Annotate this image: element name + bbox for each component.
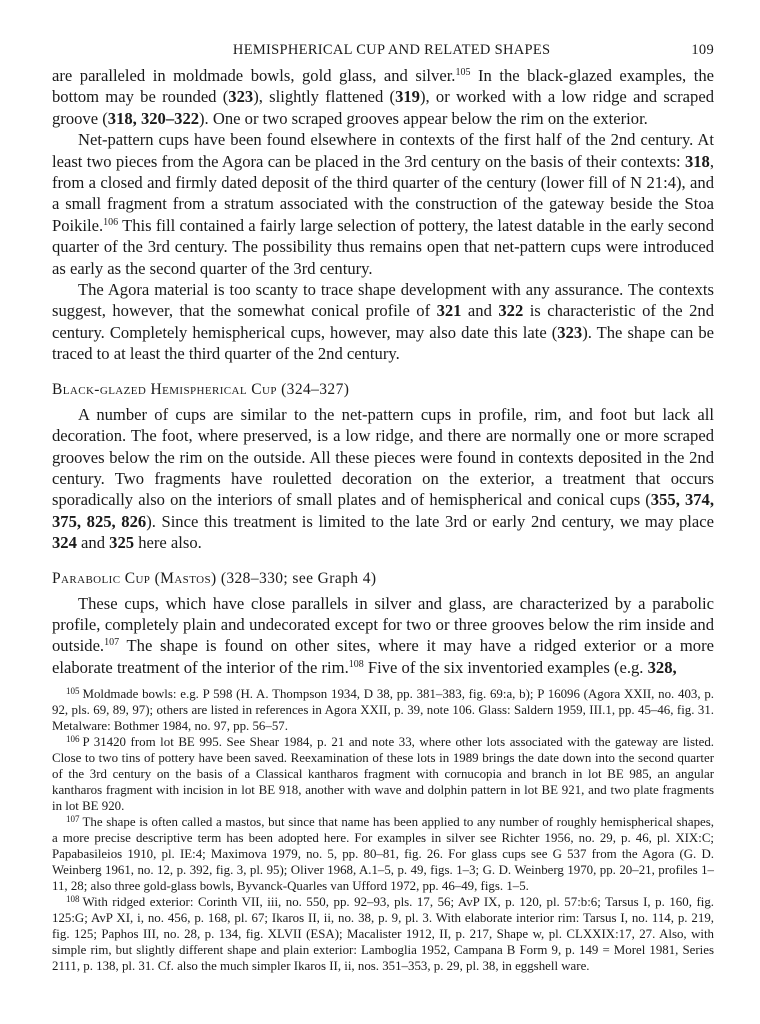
text-run: ). The shape can be traced to at least the third quarter of the 2nd century. [52,322,714,364]
text-run: The Agora material is too scanty to trace shape development with any assurance. The contexts suggest, however, that the somewhat conical profile of [52,280,714,321]
catalog-ref: 321 [436,301,462,321]
catalog-ref: 325 [109,533,135,553]
footnote-number: 107 [66,814,80,825]
text-run: The shape is found on other sites, where it may have a ridged exterior or a more elaborate treatment of the interior of the rim. [52,636,714,677]
text-run: ). One or two scraped grooves appear below the rim on the exterior. [199,108,648,128]
text-run: is characteristic of the 2nd century. Completely hemispherical cups, however, may also date this late ( [52,301,714,342]
text-run: This fill contained a fairly large selection of pottery, the latest datable in the early second quarter of the 3rd century. The possibility thus remains open that net-pattern cups were introduced as early as the second quarter of the 3rd century. [52,215,714,278]
section-title: Parabolic Cup (Mastos) [52,569,217,587]
text-run: and [461,301,499,321]
paragraph-3 [52,279,714,365]
footnotes [52,686,714,974]
text-run: are paralleled in moldmade bowls, gold glass, and silver. [52,66,456,85]
footnote-text: Moldmade bowls: e.g. P 598 (H. A. Thompson 1934, D 38, pp. 381–383, fig. 69:a, b); P 16096 (Agora XXII, no. 403, p. 92, pls. 69, 89, 97); others are listed in references in Agora XXII, p. 39, note 106. Glass: Saldern 1959, III.1, pp. 45–46, fig. 31. Metalware: Bothmer 1984, no. 97, pp. 56–57. [52,687,714,734]
text-run: ). Since this treatment is limited to the late 3rd or early 2nd century, we may place [146,511,715,531]
footnote-107 [52,814,714,894]
footnote-ref[interactable]: 107 [104,637,120,649]
catalog-ref: 319 [395,87,420,107]
running-title: HEMISPHERICAL CUP AND RELATED SHAPES [232,42,551,58]
catalog-ref: 323 [228,87,254,107]
catalog-ref: 328, [647,657,677,677]
footnote-ref[interactable]: 106 [103,216,119,228]
footnote-108 [52,894,714,974]
catalog-ref: 318, 320–322 [107,108,200,128]
catalog-ref: 323 [557,322,583,342]
footnote-number: 108 [66,894,80,905]
text-run: Net-pattern cups have been found elsewhere in contexts of the first half of the 2nd century. At least two pieces from the Agora can be placed in the 3rd century on the basis of their contexts: [52,130,714,171]
footnote-number: 105 [66,686,80,697]
footnote-text: P 31420 from lot BE 995. See Shear 1984, p. 21 and note 33, where other lots associated with the gateway are listed. Close to two tins of pottery have been saved. Reexamination of these lots in 1989 brings the date down into the second quarter of the 3rd century on the basis of a Classical kantharos fragment with cornucopia and branch in lot BE 985, an angular kantharos fragment with incision in lot BE 918, another with wave and dolphin pattern in lot BE 921, and two plate fragments in lot BE 920. [52,735,714,814]
paragraph-1 [52,65,714,129]
text-run: A number of cups are similar to the net-pattern cups in profile, rim, and foot but lack all decoration. The foot, where preserved, is a low ridge, and there are normally one or more scraped grooves below the rim on the outside. All these pieces were found in contexts deposited in the 2nd century. Two fragments have rouletted decoration on the exterior, a treatment that occurs sporadically also on the interiors of small plates and of hemispherical and conical cups ( [52,404,714,510]
footnote-text: With ridged exterior: Corinth VII, iii, no. 550, pp. 92–93, pls. 17, 56; AvP IX, p. 120, pl. 57:b:6; Tarsus I, p. 160, fig. 125:G; AvP XI, i, no. 456, p. 168, pl. 67; Ikaros II, ii, no. 38, p. 9, pl. 3. With elaborate interior rim: Tarsus I, no. 114, p. 219, fig. 125; Paphos III, no. 28, p. 134, fig. XLVII (ESA); Macalister 1912, II, p. 217, Shape w, pl. CLXXIX:17, 27. Also, with simple rim, but slightly different shape and plain exterior: Lamboglia 1952, Campana B Form 9, p. 149 = Morel 1981, Series 2111, p. 138, pl. 31. Cf. also the much simpler Ikaros II, ii, nos. 351–353, p. 29, pl. 38, in eggshell ware. [52,895,714,974]
footnote-ref[interactable]: 108 [348,658,364,670]
text-run: here also. [134,533,202,553]
section-heading-parabolic [52,568,714,589]
catalog-ref: 322 [498,301,524,321]
footnote-ref[interactable]: 105 [455,67,471,78]
catalog-ref: 324 [52,533,77,553]
section-range: (328–330; see Graph 4) [216,569,377,587]
paragraph-2 [52,129,714,279]
text-run: Five of the six inventoried examples (e.g. [363,657,648,677]
footnote-text: The shape is often called a mastos, but since that name has been applied to any number of roughly hemispherical shapes, a more precise descriptive term has been adopted here. For examples in silver see Richter 1956, no. 29, p. 46, pl. XIX:C; Papabasileios 1910, pl. IE:4; Maximova 1979, no. 5, pp. 80–81, fig. 26. For glass cups see G 537 from the Agora (G. D. Weinberg 1961, no. 12, p. 392, fig. 3, pl. 95); Oliver 1968, A.1–5, p. 49, figs. 1–3; G. D. Weinberg 1970, pp. 20–21, profiles 1–11, 28; also three gold-glass bowls, Byvanck-Quarles van Ufford 1972, pp. 46–49, figs. 1–5. [52,815,714,894]
section-heading-black-glazed [52,379,714,400]
footnote-106 [52,734,714,814]
text-run: ), slightly flattened ( [253,87,396,107]
catalog-ref: 318 [684,151,710,171]
footnote-number: 106 [66,734,80,745]
paragraph-parabolic [52,593,714,679]
page-number: 109 [691,42,714,58]
footnote-105 [52,686,714,734]
text-run: and [76,533,110,553]
paragraph-black-glazed [52,404,714,554]
text-run: These cups, which have close parallels in silver and glass, are characterized by a parabolic profile, completely plain and undecorated except for two or three grooves below the rim inside and outside. [52,593,714,656]
text-run: ), or worked with a low ridge and scraped groove ( [52,87,714,128]
section-title: Black-glazed Hemispherical Cup [52,380,277,398]
section-range: (324–327) [276,380,350,398]
running-head [52,42,714,59]
text-run: , from a closed and firmly dated deposit of the third quarter of the century (lower fill of N 21:4), and a small fragment from a stratum associated with the construction of the gateway beside the Stoa Poikile. [52,151,714,235]
catalog-ref: 355, 374, 375, 825, 826 [52,490,714,531]
text-run: In the black-glazed examples, the bottom may be rounded ( [52,66,715,107]
